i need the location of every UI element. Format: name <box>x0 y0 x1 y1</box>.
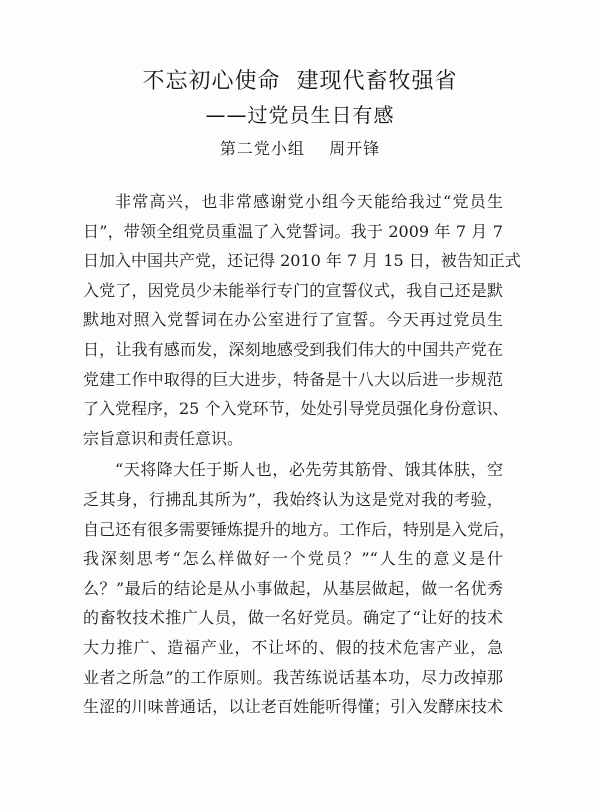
paragraph-line: 宗旨意识和责任意识。 <box>83 428 244 448</box>
paragraph-line: 默地对照入党誓词在办公室进行了宣誓。今天再过党员生 <box>83 310 503 330</box>
paragraph-line: 我深刻思考“怎么样做好一个党员？”“人生的意义是什 <box>83 549 503 569</box>
paragraph-line: 自己还有很多需要锤炼提升的地方。工作后，特别是入党后， <box>83 519 516 539</box>
paragraph-line: 日”，带领全组党员重温了入党誓词。我于 2009 年 7 月 7 <box>83 221 503 241</box>
paragraph-line: 了入党程序，25 个入党环节，处处引导党员强化身份意识、 <box>83 399 509 419</box>
paragraph-line: 业者之所急”的工作原则。我苦练说话基本功，尽力改掉那 <box>83 667 503 687</box>
paragraph-1 <box>83 187 521 453</box>
paragraph-line: 日，让我有感而发，深刻地感受到我们伟大的中国共产党在 <box>83 339 503 359</box>
paragraph-2 <box>83 455 516 721</box>
paragraph-line: 日加入中国共产党，还记得 2010 年 7 月 15 日，被告知正式 <box>83 251 521 271</box>
document-subtitle: ——过党员生日有感 <box>205 103 395 127</box>
paragraph-line: 大力推广、造福产业，不让坏的、假的技术危害产业，急 <box>83 637 503 657</box>
paragraph-line: “天将降大任于斯人也，必先劳其筋骨、饿其体肤，空 <box>115 460 503 480</box>
paragraph-line: 乏其身，行拂乱其所为”，我始终认为这是党对我的考验， <box>83 489 503 509</box>
document-author: 第二党小组 周开锋 <box>219 139 381 158</box>
document-body <box>83 187 521 722</box>
paragraph-line: 生涩的川味普通话，以让老百姓能听得懂；引入发酵床技术 <box>83 697 503 717</box>
document-title: 不忘初心使命 建现代畜牧强省 <box>142 69 458 94</box>
paragraph-line: 非常高兴，也非常感谢党小组今天能给我过“党员生 <box>115 192 503 211</box>
paragraph-line: 入党了，因党员少未能举行专门的宣誓仪式，我自己还是默 <box>83 280 503 300</box>
paragraph-line: 么？”最后的结论是从小事做起，从基层做起，做一名优秀 <box>83 578 503 598</box>
paragraph-line: 的畜牧技术推广人员，做一名好党员。确定了“让好的技术 <box>83 608 503 628</box>
paragraph-line: 党建工作中取得的巨大进步，特备是十八大以后进一步规范 <box>83 369 503 389</box>
